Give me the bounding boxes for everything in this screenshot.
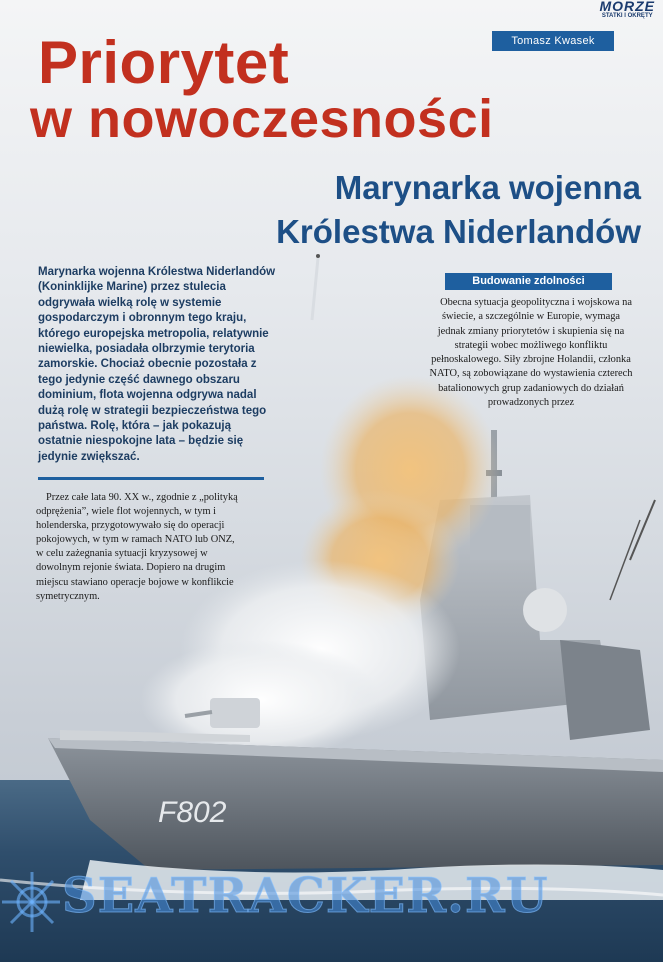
author-badge: Tomasz Kwasek — [492, 31, 614, 51]
watermark-text: SEATRACKER.RU — [62, 868, 549, 924]
body-paragraph: Obecna sytuacja geopolityczna i wojskowa na świecie, a szczególnie w Europie, wymaga jednak zmiany priorytetów i skupienia się na strategii wobec możliwego konfliktu pełnoskalowego. Siły zbrojne Holandii, członka NATO, są zobowiązane do wystawienia czterech batalionowych grup zadaniowych do działań prowadzonych przez — [429, 297, 633, 409]
article-lead: Marynarka wojenna Królestwa Niderlandów (Koninklijke Marine) przez stulecia odgrywała wielką rolę w systemie gospodarczym i obronnym tego kraju, którego europejska metropolia, relatywnie niewielka, posiadała olbrzymie terytoria zamorskie. Chociaż obecnie pozostała z tego jedynie część dawnego obszaru dominium, flota wojenna odgrywa nadal dużą rolę w strategii bezpieczeństwa tego państwa. Rolę, która – jak pokazują ostatnie niespokojne lata – będzie się jedynie zwiększać. — [38, 266, 276, 463]
article-title-line2: w nowoczesności — [30, 89, 494, 149]
article-subtitle-line2: Królestwa Niderlandów — [276, 213, 641, 250]
magazine-tagline: STATKI I OKRĘTY — [601, 13, 653, 19]
magazine-name: MORZE — [599, 0, 655, 14]
article-subtitle-line1: Marynarka wojenna — [334, 169, 641, 206]
body-column-left — [36, 491, 244, 604]
missile-trail — [312, 258, 318, 320]
body-paragraph: Przez całe lata 90. XX w., zgodnie z „polityką odprężenia”, wiele flot wojennych, w tym i holenderska, przygotowywało się do operacji pokojowych, w tym w ramach NATO lub ONZ, w celu zażegnania sytuacji kryzysowej w dowolnym rejonie świata. Dopiero na drugim miejscu stawiano operacje bojowe w konflikcie symetrycznym. — [36, 492, 238, 602]
radar-dome — [523, 588, 567, 632]
article-title-line1: Priorytet — [38, 29, 290, 96]
hull-number: F802 — [158, 796, 227, 829]
watermark-compass-icon — [0, 868, 60, 938]
missile — [316, 254, 320, 258]
lead-divider — [38, 477, 264, 480]
body-column-right — [428, 296, 634, 410]
deck-gun — [210, 698, 260, 728]
section-heading: Budowanie zdolności — [445, 273, 612, 290]
magazine-logo — [599, 0, 655, 19]
